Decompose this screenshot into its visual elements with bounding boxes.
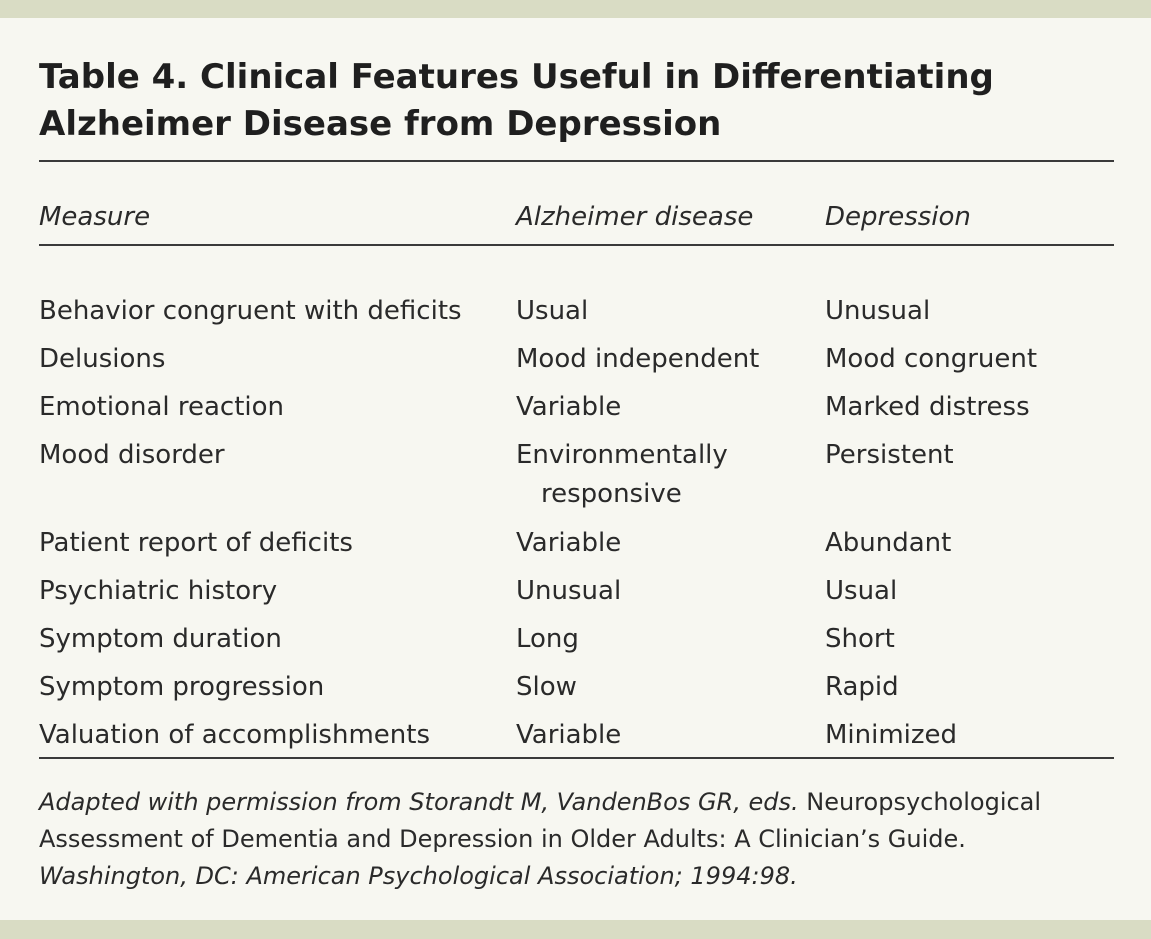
spacer-row	[39, 244, 1114, 292]
cell-alzheimer: Usual	[516, 296, 589, 326]
table-title	[39, 54, 1099, 148]
bottom-color-band	[0, 920, 1151, 939]
wrapped-line-1: Environmentally	[516, 440, 728, 470]
table-row	[39, 292, 1114, 340]
cell-depression: Unusual	[825, 296, 931, 326]
cell-measure: Symptom progression	[39, 672, 325, 702]
cell-alzheimer-wrapped	[516, 436, 825, 524]
cell-measure: Delusions	[39, 344, 166, 374]
cell-alzheimer: Variable	[516, 720, 622, 750]
cell-depression: Persistent	[825, 440, 954, 470]
cell-alzheimer: Long	[516, 624, 579, 654]
title-line-2: Alzheimer Disease from Depression	[39, 104, 722, 144]
cell-depression: Short	[825, 624, 895, 654]
cell-measure: Symptom duration	[39, 624, 282, 654]
title-line-1: Table 4. Clinical Features Useful in Differentiating	[39, 57, 994, 97]
cell-measure: Patient report of deficits	[39, 528, 353, 558]
top-rule	[39, 160, 1114, 162]
cell-depression: Abundant	[825, 528, 952, 558]
cell-measure: Psychiatric history	[39, 576, 278, 606]
footnote-book-title: Neuropsychological Assessment of Dementia and Depression in Older Adults: A Clinician’s Guide.	[39, 788, 1042, 853]
cell-alzheimer: Slow	[516, 672, 577, 702]
bottom-rule	[39, 757, 1114, 759]
table-row	[39, 524, 1114, 572]
source-footnote	[39, 784, 1119, 895]
footnote-attribution: Adapted with permission from Storandt M, VandenBos GR, eds.	[39, 788, 799, 816]
table-row	[39, 340, 1114, 388]
header-alzheimer: Alzheimer disease	[516, 202, 754, 232]
table-row	[39, 572, 1114, 620]
table-row	[39, 388, 1114, 436]
cell-alzheimer: Unusual	[516, 576, 622, 606]
cell-measure: Emotional reaction	[39, 392, 285, 422]
cell-depression: Minimized	[825, 720, 958, 750]
cell-alzheimer: Variable	[516, 528, 622, 558]
cell-measure: Valuation of accomplishments	[39, 720, 431, 750]
table-row	[39, 620, 1114, 668]
header-row	[39, 193, 1114, 244]
cell-depression: Marked distress	[825, 392, 1030, 422]
cell-depression: Mood congruent	[825, 344, 1038, 374]
header-measure: Measure	[39, 202, 151, 232]
cell-measure: Mood disorder	[39, 440, 225, 470]
cell-alzheimer: Mood independent	[516, 344, 760, 374]
cell-alzheimer: Variable	[516, 392, 622, 422]
table-row	[39, 668, 1114, 716]
top-color-band	[0, 0, 1151, 18]
wrapped-line-2: responsive	[541, 479, 682, 509]
comparison-table	[39, 193, 1114, 764]
cell-depression: Rapid	[825, 672, 899, 702]
header-depression: Depression	[825, 202, 971, 232]
table-row	[39, 436, 1114, 524]
cell-measure: Behavior congruent with deficits	[39, 296, 462, 326]
footnote-publisher: Washington, DC: American Psychological Association; 1994:98.	[39, 862, 798, 890]
cell-depression: Usual	[825, 576, 898, 606]
